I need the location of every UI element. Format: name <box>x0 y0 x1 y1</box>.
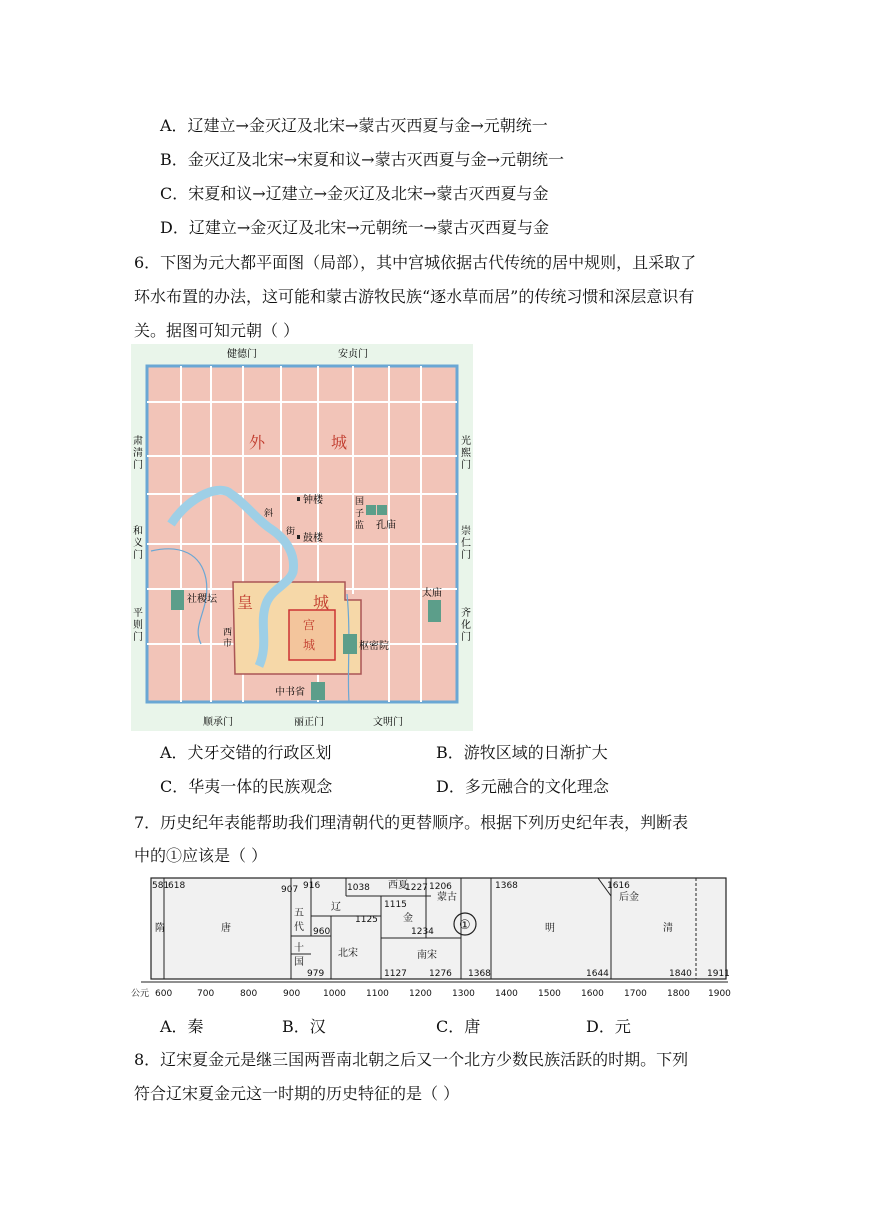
guozijian-label <box>355 496 364 531</box>
dynasty-ming: 明 <box>545 923 555 934</box>
taimiao <box>428 600 441 622</box>
q8-stem-line1: 8．辽宋夏金元是继三国两晋南北朝之后又一个北方少数民族活跃的时期。下列 <box>134 1050 689 1069</box>
svg-text:十: 十 <box>294 943 304 954</box>
year-618: 618 <box>168 881 186 891</box>
dynasty-jin: 金 <box>403 913 413 924</box>
yuan-dadu-map <box>131 344 473 731</box>
dynasty-qing: 清 <box>663 923 673 934</box>
shumiyuan <box>343 634 357 654</box>
kongmiao <box>377 505 387 515</box>
svg-text:1900: 1900 <box>708 989 731 999</box>
svg-text:仁: 仁 <box>461 538 471 549</box>
drum-tower-label: 鼓楼 <box>303 533 323 544</box>
svg-text:1400: 1400 <box>495 989 518 999</box>
svg-text:公元: 公元 <box>131 989 150 999</box>
svg-text:1500: 1500 <box>538 989 561 999</box>
year-1616: 1616 <box>607 881 630 891</box>
year-1840: 1840 <box>669 969 692 979</box>
dynasty-timeline <box>131 876 741 1000</box>
year-1227: 1227 <box>405 883 428 893</box>
q6-option-a: A．犬牙交错的行政区划 <box>160 743 332 762</box>
svg-text:门: 门 <box>461 550 471 561</box>
zhongshusheng <box>311 682 325 700</box>
year-1127: 1127 <box>384 969 407 979</box>
svg-text:平: 平 <box>133 608 143 619</box>
q7-option-d: D．元 <box>586 1017 631 1036</box>
svg-text:1700: 1700 <box>624 989 647 999</box>
svg-text:熙: 熙 <box>461 448 471 459</box>
q5-option-b: B．金灭辽及北宋→宋夏和议→蒙古灭西夏与金→元朝统一 <box>160 150 564 169</box>
kongmiao-label: 孔庙 <box>376 520 396 531</box>
gate-top-1: 健德门 <box>227 349 257 360</box>
q6-option-c: C．华夷一体的民族观念 <box>160 777 333 796</box>
year-581: 581 <box>152 881 170 891</box>
year-1234: 1234 <box>411 927 434 937</box>
year-916: 916 <box>303 881 321 891</box>
svg-text:门: 门 <box>133 550 143 561</box>
year-1115: 1115 <box>384 900 407 910</box>
taimiao-label: 太庙 <box>422 588 442 599</box>
svg-text:五: 五 <box>294 908 304 919</box>
svg-text:义: 义 <box>133 538 143 549</box>
gate-top-2: 安贞门 <box>338 349 368 360</box>
svg-text:和: 和 <box>133 526 143 537</box>
year-1368-top: 1368 <box>495 881 518 891</box>
svg-text:门: 门 <box>461 460 471 471</box>
xiejie-label-1: 斜 <box>264 509 274 519</box>
year-1276: 1276 <box>429 969 452 979</box>
shumiyuan-label: 枢密院 <box>359 641 389 652</box>
svg-text:国: 国 <box>355 497 365 507</box>
svg-text:崇: 崇 <box>461 526 471 537</box>
svg-text:门: 门 <box>133 460 143 471</box>
svg-text:800: 800 <box>240 989 258 999</box>
palace-label-1: 宫 <box>303 618 316 632</box>
dynasty-northern-song: 北宋 <box>338 948 358 959</box>
svg-text:光: 光 <box>461 436 471 447</box>
outer-city-label-2: 城 <box>331 433 348 452</box>
dynasty-liao: 辽 <box>331 902 341 913</box>
xiejie-label-2: 街 <box>286 527 296 537</box>
q6-stem-line3: 关。据图可知元朝（ ） <box>134 321 300 340</box>
year-1644: 1644 <box>586 969 609 979</box>
dynasty-tang: 唐 <box>221 923 231 934</box>
dynasty-sui: 隋 <box>155 923 165 934</box>
timeline-axis <box>131 988 731 999</box>
svg-text:1600: 1600 <box>581 989 604 999</box>
svg-text:1000: 1000 <box>323 989 346 999</box>
palace-label-2: 城 <box>303 638 316 652</box>
year-1125: 1125 <box>355 915 378 925</box>
imperial-city-label-2: 城 <box>313 593 330 612</box>
svg-text:国: 国 <box>294 957 304 968</box>
outer-city-label-1: 外 <box>249 433 266 452</box>
svg-text:市: 市 <box>223 639 233 649</box>
year-907: 907 <box>281 885 299 895</box>
zhongshusheng-label: 中书省 <box>275 687 305 698</box>
gates-left <box>133 434 143 643</box>
svg-text:600: 600 <box>155 989 173 999</box>
q7-option-a: A．秦 <box>160 1017 204 1036</box>
q6-stem-line1: 6．下图为元大都平面图（局部），其中宫城依据古代传统的居中规则，且采取了 <box>134 253 697 272</box>
svg-text:1300: 1300 <box>452 989 475 999</box>
svg-text:1100: 1100 <box>366 989 389 999</box>
dynasty-xixia: 西夏 <box>388 880 408 891</box>
dynasty-later-jin: 后金 <box>619 892 639 903</box>
bell-tower-label: 钟楼 <box>303 495 323 506</box>
svg-text:则: 则 <box>133 620 143 631</box>
svg-text:子: 子 <box>355 509 365 519</box>
q5-option-d: D．辽建立→金灭辽及北宋→元朝统一→蒙古灭西夏与金 <box>160 218 550 237</box>
q6-option-b: B．游牧区域的日渐扩大 <box>436 743 608 762</box>
svg-text:门: 门 <box>461 632 471 643</box>
q7-option-c: C．唐 <box>436 1017 481 1036</box>
sheji-label: 社稷坛 <box>187 594 217 605</box>
q6-option-d: D．多元融合的文化理念 <box>436 777 609 796</box>
gates-right <box>461 434 472 643</box>
year-1038: 1038 <box>347 883 370 893</box>
q7-option-b: B．汉 <box>282 1017 326 1036</box>
svg-text:1200: 1200 <box>409 989 432 999</box>
svg-text:门: 门 <box>133 632 143 643</box>
gate-bottom-2: 丽正门 <box>294 717 324 728</box>
svg-text:齐: 齐 <box>461 608 471 619</box>
svg-text:化: 化 <box>461 620 471 631</box>
svg-text:1800: 1800 <box>667 989 690 999</box>
svg-text:900: 900 <box>283 989 301 999</box>
year-960: 960 <box>313 927 331 937</box>
svg-text:700: 700 <box>197 989 215 999</box>
q8-stem-line2: 符合辽宋夏金元这一时期的历史特征的是（ ） <box>134 1084 460 1103</box>
dynasty-blank-1: ① <box>459 918 471 933</box>
gate-bottom-3: 文明门 <box>373 717 403 728</box>
svg-text:清: 清 <box>133 448 143 459</box>
year-1206: 1206 <box>429 882 452 892</box>
q7-stem-line1: 7．历史纪年表能帮助我们理清朝代的更替顺序。根据下列历史纪年表，判断表 <box>134 813 689 832</box>
q7-stem-line2: 中的①应该是（ ） <box>134 846 268 865</box>
year-979: 979 <box>307 969 325 979</box>
q6-stem-line2: 环水布置的办法，这可能和蒙古游牧民族“逐水草而居”的传统习惯和深层意识有 <box>134 287 695 306</box>
svg-text:代: 代 <box>294 922 304 933</box>
dynasty-southern-song: 南宋 <box>417 950 437 961</box>
q5-option-a: A．辽建立→金灭辽及北宋→蒙古灭西夏与金→元朝统一 <box>160 116 548 135</box>
sheji-altar <box>171 590 184 610</box>
svg-text:肃: 肃 <box>133 436 143 447</box>
dynasty-mongol: 蒙古 <box>437 892 457 903</box>
imperial-city-label-1: 皇 <box>237 593 254 612</box>
svg-text:西: 西 <box>223 628 233 638</box>
svg-text:监: 监 <box>355 521 365 531</box>
year-1368-bottom: 1368 <box>468 969 491 979</box>
gate-bottom-1: 顺承门 <box>203 717 233 728</box>
q5-option-c: C．宋夏和议→辽建立→金灭辽及北宋→蒙古灭西夏与金 <box>160 184 549 203</box>
year-1911: 1911 <box>707 969 730 979</box>
guozijian <box>366 505 376 515</box>
